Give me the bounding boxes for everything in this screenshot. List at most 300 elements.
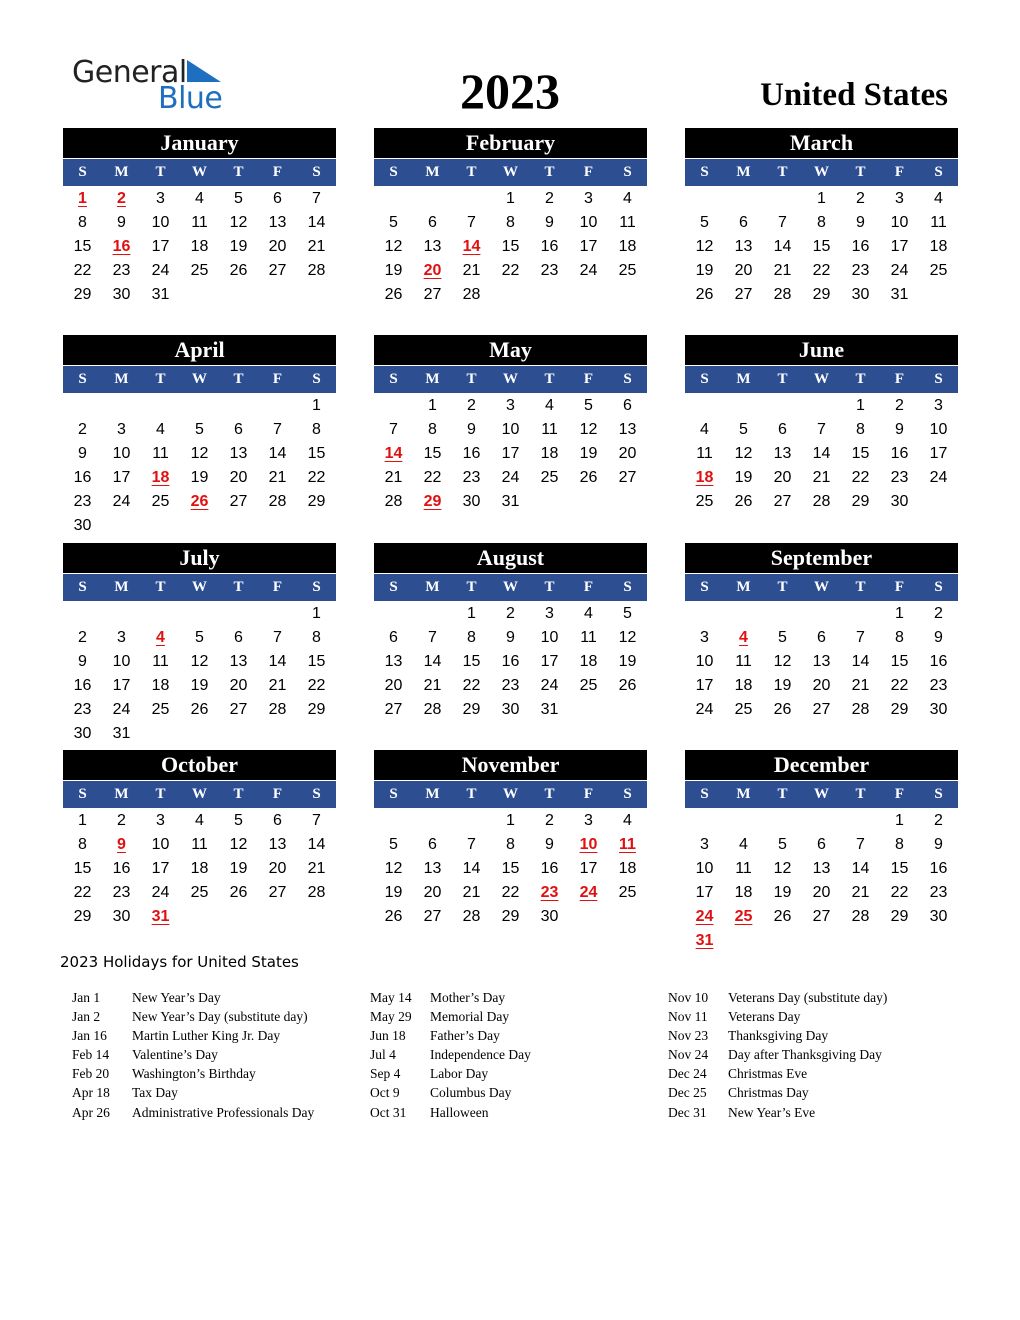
holiday-name: Mother’s Day — [430, 990, 506, 1005]
day-cell: 24 — [501, 469, 520, 486]
day-cell: 9 — [545, 836, 554, 853]
holiday-date: Jul 4 — [370, 1047, 396, 1063]
weekday-label: M — [425, 371, 440, 387]
weekday-label: T — [466, 371, 477, 387]
weekday-label: T — [233, 579, 244, 595]
weekday-label: W — [503, 579, 518, 595]
day-cell: 17 — [695, 677, 714, 694]
day-cell: 17 — [501, 445, 520, 462]
day-cell: 2 — [545, 812, 554, 829]
day-cell: 8 — [895, 836, 904, 853]
day-cell: 20 — [618, 445, 637, 462]
day-cell: 18 — [151, 677, 170, 694]
day-cell: 11 — [191, 836, 208, 853]
day-cell: 3 — [117, 629, 126, 646]
day-cell: 1 — [856, 397, 865, 414]
day-cell: 17 — [695, 884, 714, 901]
day-cell: 25 — [190, 884, 209, 901]
holiday-name: Washington’s Birthday — [132, 1066, 256, 1082]
day-cell: 1 — [506, 812, 515, 829]
day-cell: 1 — [467, 605, 476, 622]
day-cell: 6 — [623, 397, 632, 414]
day-cell: 9 — [506, 629, 515, 646]
empty-day-cell — [763, 602, 802, 626]
day-cell: 2 — [78, 629, 87, 646]
day-cell: 29 — [73, 908, 92, 925]
day-cell: 17 — [112, 677, 131, 694]
holiday-date: Jan 2 — [72, 1009, 101, 1025]
day-cell: 19 — [190, 469, 209, 486]
day-cell: 13 — [618, 421, 637, 438]
day-cell: 10 — [695, 653, 714, 670]
weekday-label: M — [425, 786, 440, 802]
holiday-date: Oct 31 — [370, 1104, 407, 1120]
day-cell: 9 — [78, 653, 87, 670]
day-cell: 13 — [734, 238, 753, 255]
month-february — [374, 128, 647, 307]
day-cell: 7 — [856, 629, 865, 646]
month-april — [63, 335, 336, 538]
day-cell: 18 — [929, 238, 948, 255]
day-cell: 26 — [229, 884, 248, 901]
day-cell: 18 — [618, 238, 637, 255]
month-august — [374, 543, 647, 722]
holiday-day-cell: 14 — [384, 445, 403, 462]
day-cell: 26 — [773, 908, 792, 925]
day-cell: 9 — [895, 421, 904, 438]
day-cell: 28 — [851, 701, 870, 718]
weekday-label: F — [272, 579, 283, 595]
day-cell: 13 — [268, 836, 287, 853]
day-cell: 3 — [584, 190, 593, 207]
day-cell: 1 — [817, 190, 826, 207]
day-cell: 27 — [618, 469, 637, 486]
holiday-day-cell: 29 — [423, 493, 442, 510]
day-cell: 8 — [78, 214, 87, 231]
day-cell: 13 — [812, 860, 831, 877]
day-cell: 10 — [695, 860, 714, 877]
day-cell: 6 — [389, 629, 398, 646]
day-grid — [63, 809, 336, 929]
weekday-label: F — [272, 786, 283, 802]
empty-day-cell — [452, 809, 491, 833]
holiday-name: Administrative Professionals Day — [132, 1104, 315, 1120]
day-cell: 23 — [462, 469, 481, 486]
day-cell: 10 — [579, 214, 598, 231]
day-cell: 5 — [234, 190, 243, 207]
day-cell: 27 — [384, 701, 403, 718]
day-cell: 19 — [773, 884, 792, 901]
empty-day-cell — [63, 602, 102, 626]
holiday-name: New Year’s Eve — [728, 1104, 816, 1120]
day-cell: 11 — [541, 421, 558, 438]
day-cell: 30 — [540, 908, 559, 925]
weekday-label: S — [623, 786, 632, 802]
day-cell: 14 — [423, 653, 442, 670]
day-cell: 23 — [112, 884, 131, 901]
day-cell: 29 — [812, 286, 831, 303]
day-cell: 13 — [773, 445, 792, 462]
holiday-row — [72, 1026, 314, 1045]
day-cell: 8 — [467, 629, 476, 646]
day-cell: 12 — [190, 445, 209, 462]
weekday-label: F — [583, 164, 594, 180]
day-cell: 19 — [229, 860, 248, 877]
day-cell: 30 — [73, 725, 92, 742]
weekday-label: S — [700, 786, 709, 802]
day-cell: 22 — [501, 884, 520, 901]
month-july — [63, 543, 336, 746]
day-cell: 11 — [735, 860, 752, 877]
day-cell: 28 — [307, 262, 326, 279]
day-cell: 19 — [579, 445, 598, 462]
weekday-label: T — [777, 371, 788, 387]
empty-day-cell — [141, 602, 180, 626]
day-cell: 16 — [112, 860, 131, 877]
day-cell: 2 — [934, 605, 943, 622]
day-cell: 3 — [156, 190, 165, 207]
day-cell: 8 — [856, 421, 865, 438]
day-cell: 4 — [623, 812, 632, 829]
day-cell: 13 — [423, 238, 442, 255]
weekday-header-row — [374, 573, 647, 601]
day-cell: 11 — [696, 445, 713, 462]
day-cell: 6 — [817, 629, 826, 646]
day-cell: 22 — [812, 262, 831, 279]
day-cell: 7 — [817, 421, 826, 438]
day-cell: 8 — [78, 836, 87, 853]
day-cell: 13 — [229, 445, 248, 462]
weekday-header-row — [63, 365, 336, 393]
day-cell: 21 — [307, 238, 326, 255]
weekday-header-row — [63, 780, 336, 808]
day-cell: 4 — [195, 190, 204, 207]
day-cell: 12 — [579, 421, 598, 438]
day-cell: 27 — [268, 884, 287, 901]
weekday-label: T — [855, 786, 866, 802]
day-cell: 23 — [890, 469, 909, 486]
day-cell: 12 — [695, 238, 714, 255]
day-cell: 12 — [229, 214, 248, 231]
day-cell: 2 — [506, 605, 515, 622]
day-cell: 23 — [73, 493, 92, 510]
holiday-row — [370, 1045, 531, 1064]
day-cell: 22 — [423, 469, 442, 486]
weekday-label: T — [233, 371, 244, 387]
day-cell: 16 — [462, 445, 481, 462]
day-cell: 28 — [462, 286, 481, 303]
day-cell: 25 — [540, 469, 559, 486]
weekday-label: T — [466, 579, 477, 595]
day-cell: 1 — [895, 605, 904, 622]
month-name: January — [63, 128, 336, 158]
weekday-label: S — [78, 371, 87, 387]
weekday-label: S — [312, 579, 321, 595]
day-grid — [685, 394, 958, 514]
weekday-label: M — [114, 164, 129, 180]
holiday-day-cell: 20 — [423, 262, 442, 279]
weekday-label: S — [312, 371, 321, 387]
weekday-label: T — [544, 164, 555, 180]
empty-day-cell — [141, 394, 180, 418]
holiday-date: Nov 11 — [668, 1009, 708, 1025]
empty-day-cell — [724, 602, 763, 626]
day-cell: 7 — [273, 421, 282, 438]
day-cell: 18 — [190, 238, 209, 255]
weekday-label: S — [312, 786, 321, 802]
day-cell: 17 — [112, 469, 131, 486]
month-name: June — [685, 335, 958, 365]
day-cell: 26 — [579, 469, 598, 486]
day-cell: 30 — [929, 701, 948, 718]
day-cell: 6 — [739, 214, 748, 231]
day-grid — [685, 187, 958, 307]
month-name: November — [374, 750, 647, 780]
day-cell: 8 — [895, 629, 904, 646]
holiday-day-cell: 23 — [540, 884, 559, 901]
weekday-label: S — [700, 371, 709, 387]
day-cell: 14 — [462, 860, 481, 877]
day-cell: 15 — [890, 653, 909, 670]
day-cell: 2 — [856, 190, 865, 207]
weekday-label: S — [700, 164, 709, 180]
weekday-label: W — [192, 371, 207, 387]
day-cell: 28 — [462, 908, 481, 925]
holiday-name: New Year’s Day (substitute day) — [132, 1009, 308, 1025]
day-cell: 12 — [190, 653, 209, 670]
empty-day-cell — [258, 394, 297, 418]
weekday-label: S — [623, 164, 632, 180]
day-cell: 8 — [817, 214, 826, 231]
holiday-date: Jan 16 — [72, 1028, 107, 1044]
day-cell: 6 — [234, 421, 243, 438]
day-cell: 10 — [540, 629, 559, 646]
day-grid — [63, 602, 336, 746]
day-cell: 25 — [695, 493, 714, 510]
day-cell: 4 — [623, 190, 632, 207]
holiday-date: Jan 1 — [72, 990, 101, 1005]
holiday-row — [72, 1083, 314, 1102]
weekday-header-row — [685, 780, 958, 808]
month-name: April — [63, 335, 336, 365]
day-cell: 22 — [501, 262, 520, 279]
day-cell: 26 — [384, 908, 403, 925]
day-cell: 12 — [384, 238, 403, 255]
day-cell: 4 — [739, 836, 748, 853]
day-cell: 10 — [112, 445, 131, 462]
day-cell: 30 — [73, 517, 92, 534]
day-cell: 19 — [384, 262, 403, 279]
weekday-header-row — [374, 158, 647, 186]
day-cell: 8 — [428, 421, 437, 438]
day-cell: 20 — [423, 884, 442, 901]
day-cell: 3 — [584, 812, 593, 829]
day-cell: 25 — [151, 493, 170, 510]
empty-day-cell — [685, 187, 724, 211]
day-cell: 27 — [423, 286, 442, 303]
day-cell: 9 — [856, 214, 865, 231]
day-cell: 21 — [851, 884, 870, 901]
holidays-title: 2023 Holidays for United States — [60, 953, 299, 971]
weekday-label: T — [777, 164, 788, 180]
month-name: August — [374, 543, 647, 573]
holiday-date: Nov 24 — [668, 1047, 709, 1063]
day-cell: 24 — [112, 701, 131, 718]
day-cell: 23 — [929, 884, 948, 901]
day-cell: 20 — [734, 262, 753, 279]
empty-day-cell — [413, 602, 452, 626]
month-name: February — [374, 128, 647, 158]
holiday-day-cell: 4 — [156, 629, 165, 646]
holiday-row — [370, 1007, 531, 1026]
holiday-day-cell: 16 — [112, 238, 131, 255]
weekday-label: T — [466, 786, 477, 802]
day-cell: 11 — [152, 445, 169, 462]
weekday-label: S — [78, 164, 87, 180]
empty-day-cell — [219, 602, 258, 626]
day-cell: 24 — [151, 262, 170, 279]
holiday-row — [370, 1064, 531, 1083]
weekday-label: M — [736, 371, 751, 387]
holiday-row — [72, 988, 314, 1007]
weekday-label: F — [583, 579, 594, 595]
holiday-row — [668, 1007, 887, 1026]
weekday-label: S — [934, 786, 943, 802]
empty-day-cell — [685, 809, 724, 833]
weekday-label: W — [503, 371, 518, 387]
weekday-label: S — [78, 579, 87, 595]
holiday-row — [668, 1045, 887, 1064]
day-cell: 26 — [618, 677, 637, 694]
day-cell: 10 — [929, 421, 948, 438]
day-cell: 24 — [890, 262, 909, 279]
weekday-label: T — [777, 786, 788, 802]
holiday-day-cell: 11 — [619, 836, 636, 853]
day-cell: 15 — [812, 238, 831, 255]
day-cell: 11 — [191, 214, 208, 231]
holiday-day-cell: 24 — [695, 908, 714, 925]
day-cell: 21 — [423, 677, 442, 694]
weekday-label: S — [389, 786, 398, 802]
day-cell: 19 — [190, 677, 209, 694]
empty-day-cell — [374, 187, 413, 211]
day-cell: 5 — [778, 629, 787, 646]
day-cell: 15 — [73, 860, 92, 877]
day-cell: 30 — [462, 493, 481, 510]
holiday-date: Sep 4 — [370, 1066, 401, 1082]
day-cell: 28 — [268, 493, 287, 510]
holiday-day-cell: 31 — [695, 932, 714, 949]
day-cell: 15 — [462, 653, 481, 670]
day-cell: 24 — [540, 677, 559, 694]
day-cell: 21 — [384, 469, 403, 486]
holiday-row — [668, 988, 887, 1007]
day-cell: 14 — [268, 445, 287, 462]
day-cell: 13 — [384, 653, 403, 670]
day-cell: 28 — [773, 286, 792, 303]
day-cell: 25 — [929, 262, 948, 279]
weekday-label: S — [389, 371, 398, 387]
month-name: May — [374, 335, 647, 365]
weekday-label: T — [155, 371, 166, 387]
weekday-header-row — [685, 158, 958, 186]
day-cell: 5 — [700, 214, 709, 231]
day-cell: 15 — [501, 238, 520, 255]
day-cell: 11 — [580, 629, 597, 646]
weekday-label: W — [192, 164, 207, 180]
day-cell: 15 — [890, 860, 909, 877]
day-cell: 11 — [735, 653, 752, 670]
day-cell: 28 — [307, 884, 326, 901]
weekday-label: T — [855, 371, 866, 387]
day-cell: 26 — [229, 262, 248, 279]
weekday-header-row — [685, 573, 958, 601]
holiday-date: Feb 14 — [72, 1047, 110, 1063]
holiday-column — [668, 988, 887, 1122]
day-cell: 22 — [73, 884, 92, 901]
holiday-name: Valentine’s Day — [132, 1047, 218, 1063]
day-cell: 16 — [851, 238, 870, 255]
year-title: 2023 — [460, 63, 560, 119]
weekday-label: T — [466, 164, 477, 180]
holiday-day-cell: 10 — [579, 836, 598, 853]
empty-day-cell — [374, 809, 413, 833]
empty-day-cell — [685, 394, 724, 418]
weekday-label: W — [192, 786, 207, 802]
day-cell: 17 — [579, 860, 598, 877]
weekday-label: M — [736, 164, 751, 180]
day-cell: 20 — [268, 860, 287, 877]
day-cell: 2 — [117, 812, 126, 829]
day-cell: 14 — [307, 836, 326, 853]
weekday-label: W — [814, 371, 829, 387]
holiday-name: Veterans Day (substitute day) — [728, 990, 888, 1005]
holiday-name: Halloween — [430, 1104, 489, 1120]
holiday-day-cell: 18 — [695, 469, 714, 486]
day-cell: 2 — [895, 397, 904, 414]
holiday-day-cell: 25 — [734, 908, 753, 925]
day-cell: 20 — [229, 677, 248, 694]
day-cell: 8 — [506, 214, 515, 231]
day-cell: 3 — [156, 812, 165, 829]
day-grid — [374, 394, 647, 514]
day-cell: 20 — [812, 677, 831, 694]
weekday-header-row — [63, 158, 336, 186]
day-cell: 5 — [584, 397, 593, 414]
day-cell: 28 — [423, 701, 442, 718]
day-cell: 21 — [812, 469, 831, 486]
day-cell: 24 — [151, 884, 170, 901]
logo-blue-text: Blue — [158, 81, 223, 116]
weekday-label: T — [544, 786, 555, 802]
day-cell: 3 — [700, 629, 709, 646]
day-cell: 7 — [312, 190, 321, 207]
weekday-label: S — [389, 579, 398, 595]
day-cell: 8 — [506, 836, 515, 853]
day-cell: 1 — [78, 812, 87, 829]
day-cell: 18 — [540, 445, 559, 462]
weekday-label: F — [583, 786, 594, 802]
day-cell: 6 — [428, 214, 437, 231]
day-cell: 16 — [73, 469, 92, 486]
holiday-name: Columbus Day — [430, 1085, 512, 1101]
day-cell: 2 — [467, 397, 476, 414]
day-cell: 29 — [462, 701, 481, 718]
holiday-date: Oct 9 — [370, 1085, 400, 1101]
day-cell: 13 — [423, 860, 442, 877]
day-cell: 3 — [895, 190, 904, 207]
weekday-header-row — [374, 365, 647, 393]
